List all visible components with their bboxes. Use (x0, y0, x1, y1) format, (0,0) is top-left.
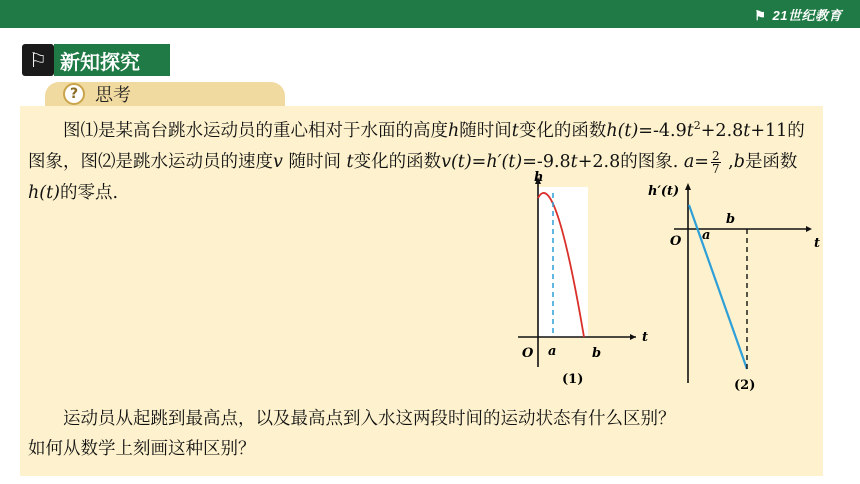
graph1-caption: (1) (562, 372, 584, 387)
text-segment: 随时间 (282, 151, 347, 172)
text-segment: 图⑴是某高台跳水运动员的重心相对于水面的高度 (63, 120, 448, 141)
section-badge (22, 44, 170, 76)
variable-t: t (511, 120, 519, 141)
question-line-1: 运动员从起跳到最高点，以及最高点到入水这两段时间的运动状态有什么区别？ (63, 409, 676, 429)
variable-h: h (448, 120, 460, 141)
graph2-b-label: b (726, 212, 736, 227)
graph1-y-label: h (534, 171, 544, 185)
graph2-x-arrow (806, 226, 812, 232)
question-mark-icon: ? (63, 83, 85, 105)
text-segment: 随时间 (459, 120, 512, 141)
graph1-origin-label: O (522, 346, 534, 361)
content-panel (20, 106, 823, 476)
graph1-b-label: b (592, 346, 602, 361)
text-segment: , (722, 151, 734, 172)
text-segment: =-9.8 (522, 151, 571, 172)
variable-a: a (683, 151, 695, 172)
variable-v: v (273, 151, 283, 172)
graph1-a-label: a (548, 344, 557, 359)
text-segment: 变化的函数 (353, 151, 442, 172)
fraction-denominator: 7 (711, 161, 720, 176)
variable-t: t (686, 120, 694, 141)
graph2-y-arrow (685, 183, 691, 190)
fraction-numerator: 2 (711, 148, 720, 163)
graph2-origin-label: O (670, 234, 682, 249)
function-v: v(t)=h′(t) (441, 151, 523, 172)
velocity-graph (634, 171, 824, 401)
graph2-caption: (2) (734, 378, 756, 393)
text-segment: = (694, 151, 709, 172)
text-segment: +2.8 (700, 120, 744, 141)
function-h: h(t) (606, 120, 639, 141)
graph2-x-label: t (814, 236, 821, 251)
variable-t: t (743, 120, 751, 141)
function-h: h(t) (28, 182, 60, 203)
question-line-2: 如何从数学上刻画这种区别？ (28, 439, 256, 459)
text-segment: +11的图象，图⑵是跳水运动员的速度 (28, 120, 805, 172)
variable-b: b (733, 151, 745, 172)
exponent: 2 (693, 119, 701, 132)
variable-t: t (570, 151, 578, 172)
section-title: 新知探究 (54, 44, 170, 76)
text-segment: +2.8的图象. (577, 151, 684, 172)
running-figure-icon: ⚐ (22, 44, 54, 76)
brand-text: 21世纪教育 (772, 8, 842, 23)
graph1-x-label: t (642, 330, 649, 345)
think-label: 思考 (95, 85, 131, 106)
top-bar (0, 0, 860, 28)
question-text (28, 404, 818, 464)
text-segment: =-4.9 (638, 120, 687, 141)
think-tab (45, 82, 285, 106)
graph2-y-label: h′(t) (648, 184, 680, 199)
text-segment: 变化的函数 (518, 120, 607, 141)
text-segment: 的零点. (59, 182, 119, 203)
graph2-a-label: a (702, 228, 711, 243)
variable-t: t (346, 151, 354, 172)
running-figure-icon: ⚑ (754, 8, 767, 23)
text-segment: 是函数 (744, 151, 798, 172)
brand-logo (754, 5, 842, 24)
